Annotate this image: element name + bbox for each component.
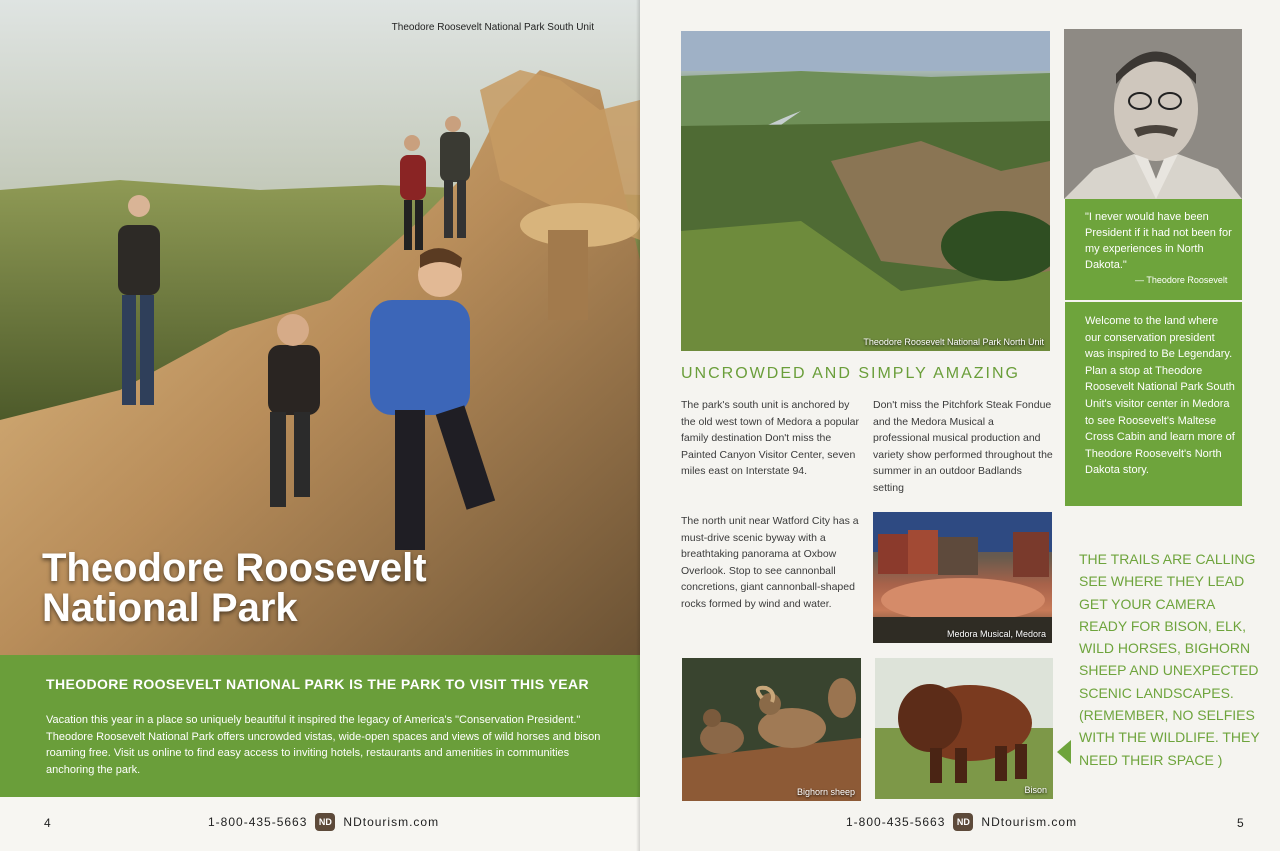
bison-caption: Bison — [1024, 785, 1047, 795]
trails-line: SHEEP AND UNEXPECTED — [1079, 662, 1259, 679]
banner-heading: THEODORE ROOSEVELT NATIONAL PARK IS THE PARK TO VISIT THIS YEAR — [46, 676, 589, 692]
page-number-right: 5 — [1237, 816, 1244, 830]
nd-logo-badge: ND — [315, 813, 335, 831]
trails-line: GET YOUR CAMERA — [1079, 595, 1216, 612]
medora-caption: Medora Musical, Medora — [946, 629, 1046, 639]
footer-contact-right — [846, 813, 1077, 831]
body-column-north-unit: The north unit near Watford City has a must-drive scenic byway with a breathtaking panorama at Oxbow Overlook. Stop to see cannonball concretions, giant cannonball-shaped rocks formed by wind and water. — [681, 515, 859, 610]
footer-website-link[interactable]: NDtourism.com — [343, 815, 440, 829]
north-unit-photo — [681, 31, 1050, 351]
portrait-illustration — [1064, 29, 1242, 199]
banner-body: Vacation this year in a place so uniquely beautiful it inspired the legacy of America's "Conservation President." Theodore Roosevelt National Park offers uncrowded vistas, wide-open spaces and views of wild horses and bison roaming free. Visit us online to find easy access to inviting hotels, restaurants and amenities in communities anchoring the park. — [46, 714, 601, 776]
trails-line: WITH THE WILDLIFE. THEY — [1079, 729, 1260, 746]
north-unit-illustration — [681, 31, 1050, 351]
nd-logo-badge: ND — [953, 813, 973, 831]
sheep-illustration — [682, 658, 861, 801]
welcome-text: Welcome to the land where our conservation president was inspired to Be Legendary. Plan a stop at Theodore Roosevelt National Park South Unit's visitor center in Medora to see Roosevelt's Maltese Cross Cabin and learn more of Theodore Roosevelt's North Dakota story. — [1085, 315, 1235, 477]
footer-website-link[interactable]: NDtourism.com — [981, 815, 1078, 829]
trails-line: (REMEMBER, NO SELFIES — [1079, 707, 1255, 724]
footer-phone[interactable]: 1-800-435-5663 — [846, 815, 946, 829]
page-title — [42, 548, 427, 628]
trails-callout — [1079, 548, 1259, 771]
trails-line: THE TRAILS ARE CALLING — [1079, 551, 1256, 567]
footer-contact-left — [208, 813, 439, 831]
medora-illustration — [873, 512, 1052, 643]
trails-line: NEED THEIR SPACE ) — [1079, 751, 1223, 768]
body-column-south-unit: The park's south unit is anchored by the old west town of Medora a popular family destination Don't miss the Painted Canyon Visitor Center, seven miles east on Interstate 94. — [681, 399, 860, 478]
hero-photo-badlands-hikers — [0, 0, 640, 655]
roosevelt-portrait — [1064, 29, 1242, 199]
trails-line: SEE WHERE THEY LEAD — [1079, 573, 1245, 590]
page-title-line-2: National Park — [42, 586, 298, 630]
pointer-arrow-icon — [1057, 740, 1071, 764]
trails-line: SCENIC LANDSCAPES. — [1079, 684, 1234, 701]
page-title-line-1: Theodore Roosevelt — [42, 546, 427, 590]
page-number-left: 4 — [44, 816, 51, 830]
bison-illustration — [875, 658, 1053, 799]
quote-attribution: — Theodore Roosevelt — [1135, 275, 1228, 285]
trails-line: READY FOR BISON, ELK, — [1079, 617, 1247, 634]
bighorn-sheep-photo — [682, 658, 861, 801]
hero-photo-caption: Theodore Roosevelt National Park South Unit — [391, 22, 594, 33]
bison-photo — [875, 658, 1053, 799]
body-column-medora-musical: Don't miss the Pitchfork Steak Fondue and the Medora Musical a professional musical production and variety show performed throughout the summer in an outdoor Badlands setting — [873, 399, 1053, 494]
trails-line: WILD HORSES, BIGHORN — [1079, 640, 1251, 657]
roosevelt-quote: "I never would have been President if it had not been for my experiences in North Dakota." — [1085, 211, 1232, 271]
sheep-caption: Bighorn sheep — [796, 787, 855, 797]
section-heading: UNCROWDED AND SIMPLY AMAZING — [681, 365, 1020, 382]
north-unit-caption: Theodore Roosevelt National Park North Unit — [863, 337, 1044, 347]
medora-musical-photo — [873, 512, 1052, 643]
footer-phone[interactable]: 1-800-435-5663 — [208, 815, 308, 829]
